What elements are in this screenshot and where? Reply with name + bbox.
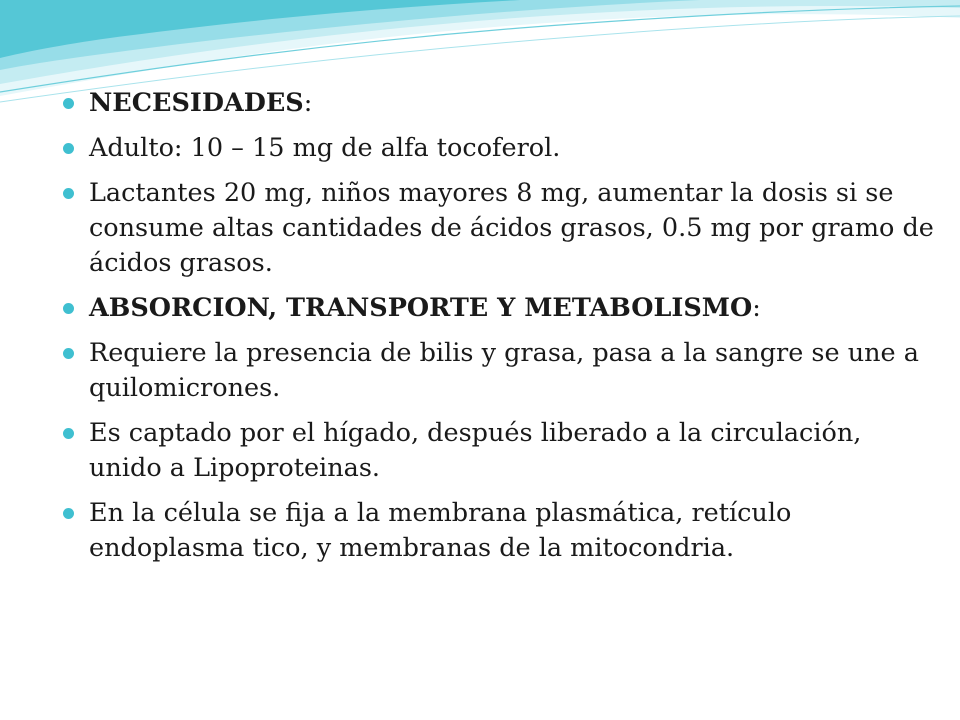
bullet-dot-icon bbox=[63, 188, 74, 199]
bullet-adulto bbox=[60, 131, 940, 166]
heading-colon: : bbox=[752, 293, 761, 323]
bullet-captado bbox=[60, 416, 940, 486]
bullet-text: En la célula se fija a la membrana plasmática, retículo endoplasma tico, y membranas de la mitocondria. bbox=[89, 498, 792, 563]
bullet-dot-icon bbox=[63, 143, 74, 154]
heading-label: NECESIDADES bbox=[89, 88, 304, 118]
bullet-dot-icon bbox=[63, 348, 74, 359]
bullet-requiere bbox=[60, 336, 940, 406]
bullet-dot-icon bbox=[63, 98, 74, 109]
bullet-text: Adulto: 10 – 15 mg de alfa tocoferol. bbox=[89, 133, 561, 163]
bullet-lactantes bbox=[60, 176, 940, 281]
bullet-text: Es captado por el hígado, después liberado a la circulación, unido a Lipoproteinas. bbox=[89, 418, 862, 483]
bullet-dot-icon bbox=[63, 303, 74, 314]
bullet-heading-necesidades bbox=[60, 86, 940, 121]
bullet-list bbox=[60, 86, 940, 576]
bullet-heading-absorcion bbox=[60, 291, 940, 326]
bullet-dot-icon bbox=[63, 508, 74, 519]
bullet-celula bbox=[60, 496, 940, 566]
heading-label: ABSORCION, TRANSPORTE Y METABOLISMO bbox=[89, 293, 753, 323]
bullet-text: Requiere la presencia de bilis y grasa, pasa a la sangre se une a quilomicrones. bbox=[89, 338, 919, 403]
bullet-text: Lactantes 20 mg, niños mayores 8 mg, aumentar la dosis si se consume altas cantidades de ácidos grasos, 0.5 mg por gramo de ácidos grasos. bbox=[89, 178, 934, 278]
heading-colon: : bbox=[303, 88, 313, 118]
bullet-dot-icon bbox=[63, 428, 74, 439]
